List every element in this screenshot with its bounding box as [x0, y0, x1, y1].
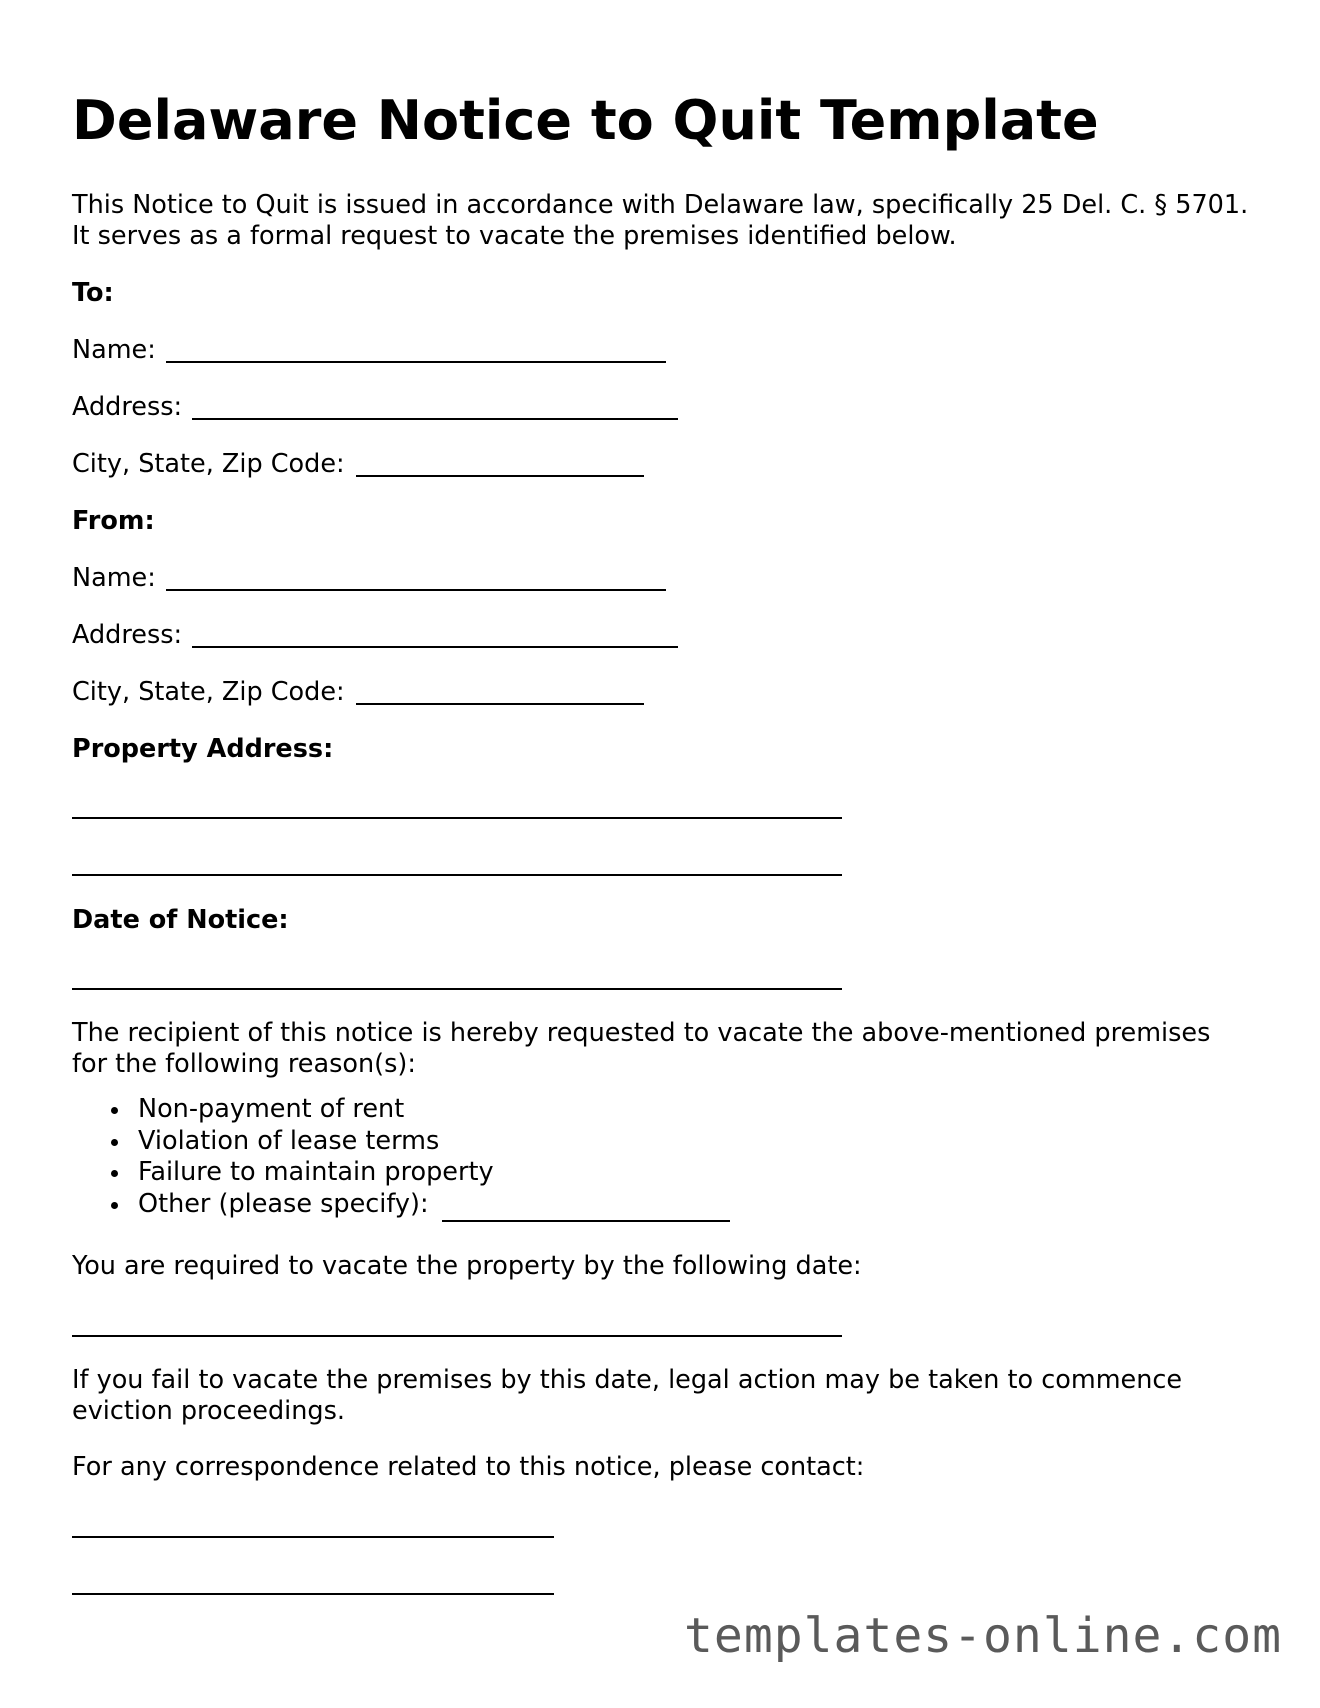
from-address-label: Address: — [72, 620, 183, 650]
from-name-blank[interactable] — [166, 589, 666, 591]
date-of-notice-blank[interactable] — [72, 988, 842, 990]
contact-text: For any correspondence related to this notice, please contact: — [72, 1452, 865, 1482]
reasons-intro: The recipient of this notice is hereby requested to vacate the above-mentioned premises for the following reason(s): — [72, 1018, 1211, 1079]
reason-label: Other (please specify): — [138, 1188, 429, 1219]
reason-label: Non-payment of rent — [138, 1094, 405, 1124]
date-of-notice-heading: Date of Notice: — [72, 905, 289, 935]
reason-item-maintenance — [72, 1157, 494, 1189]
reason-label: Failure to maintain property — [138, 1157, 494, 1187]
eviction-warning: If you fail to vacate the premises by this date, legal action may be taken to commence eviction proceedings. — [72, 1365, 1183, 1426]
reasons-list — [72, 1094, 494, 1220]
from-city-label: City, State, Zip Code: — [72, 677, 345, 707]
to-heading: To: — [72, 278, 114, 308]
bullet-icon — [111, 1170, 118, 1177]
reason-item-other — [72, 1189, 494, 1221]
bullet-icon — [111, 1139, 118, 1146]
property-address-blank-1[interactable] — [72, 817, 842, 819]
contact-blank-1[interactable] — [72, 1536, 554, 1538]
watermark-text: templates-online.com — [684, 1608, 1282, 1664]
document-title: Delaware Notice to Quit Template — [72, 89, 1099, 152]
vacate-date-text: You are required to vacate the property by the following date: — [72, 1251, 862, 1281]
reason-item-lease-violation — [72, 1126, 494, 1158]
intro-paragraph: This Notice to Quit is issued in accordance with Delaware law, specifically 25 Del. C. § 5701. It serves as a formal request to vacate the premises identified below. — [72, 190, 1249, 251]
bullet-icon — [111, 1202, 118, 1209]
from-city-blank[interactable] — [356, 703, 644, 705]
property-address-blank-2[interactable] — [72, 874, 842, 876]
to-city-blank[interactable] — [356, 475, 644, 477]
to-name-blank[interactable] — [166, 361, 666, 363]
reason-label: Violation of lease terms — [138, 1125, 440, 1156]
from-address-blank[interactable] — [192, 646, 678, 648]
from-name-label: Name: — [72, 563, 156, 593]
property-address-heading: Property Address: — [72, 734, 334, 764]
to-city-label: City, State, Zip Code: — [72, 449, 345, 479]
contact-blank-2[interactable] — [72, 1593, 554, 1595]
to-address-blank[interactable] — [192, 418, 678, 420]
to-name-label: Name: — [72, 335, 156, 365]
to-address-label: Address: — [72, 392, 183, 422]
bullet-icon — [111, 1107, 118, 1114]
vacate-date-blank[interactable] — [72, 1335, 842, 1337]
reason-item-nonpayment — [72, 1094, 494, 1126]
other-reason-blank[interactable] — [442, 1220, 730, 1222]
from-heading: From: — [72, 506, 155, 536]
